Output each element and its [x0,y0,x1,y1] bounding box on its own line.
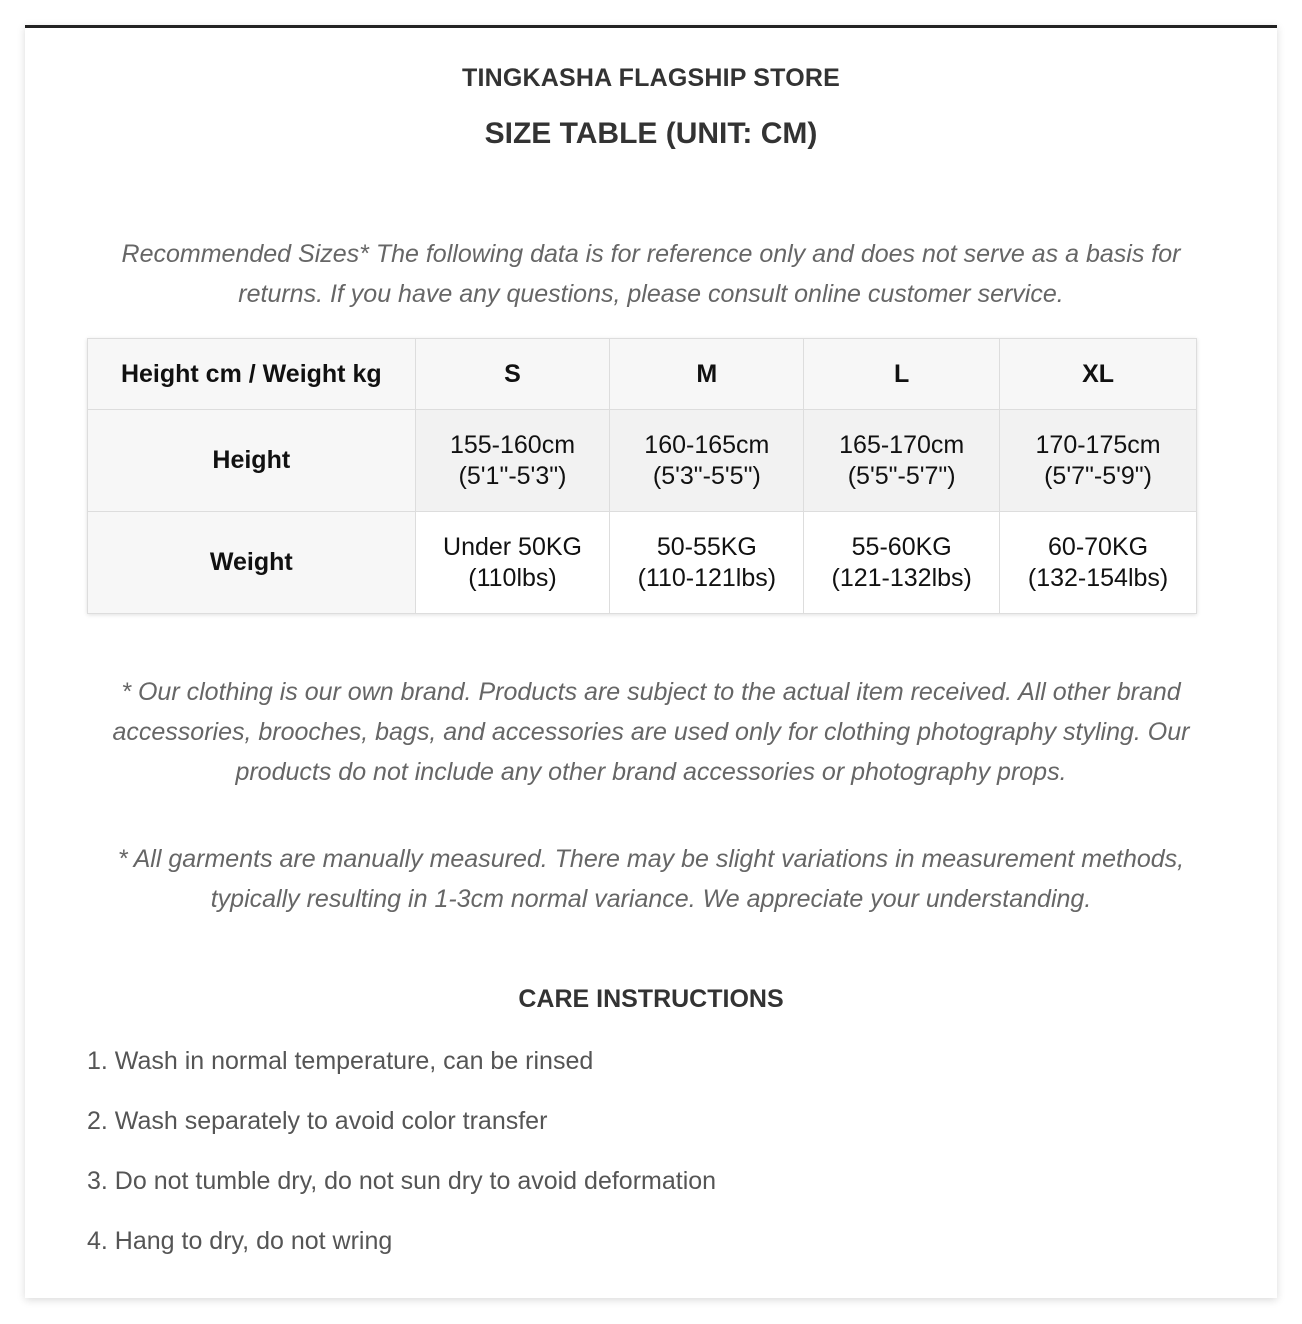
care-instructions-title: CARE INSTRUCTIONS [518,985,784,1013]
row-label-height: Height [88,410,416,512]
table-cell [610,410,804,512]
header-size-l: L [804,339,1000,410]
weight-kg: Under 50KG [443,532,582,561]
table-cell [415,512,610,614]
table-cell [1000,410,1197,512]
height-cm: 165-170cm [839,430,965,459]
table-cell [610,512,804,614]
list-item: 3. Do not tumble dry, do not sun dry to avoid deformation [87,1167,717,1195]
size-guide-card [25,25,1277,1298]
height-ft: (5'1"-5'3") [458,461,567,490]
care-instructions-list [87,1046,716,1286]
weight-kg: 50-55KG [656,532,757,561]
weight-kg: 60-70KG [1048,532,1149,561]
header-height-weight: Height cm / Weight kg [88,339,416,410]
page-title: SIZE TABLE (UNIT: CM) [484,117,818,150]
weight-lbs: (110lbs) [468,563,557,592]
list-item: 4. Hang to dry, do not wring [87,1227,393,1255]
height-ft: (5'5"-5'7") [847,461,956,490]
height-cm: 170-175cm [1035,430,1161,459]
height-ft: (5'3"-5'5") [652,461,761,490]
recommend-note: Recommended Sizes* The following data is for reference only and does not serve as a basis for returns. If you have any questions, please consult online customer service. [121,240,1181,308]
table-cell [804,512,1000,614]
header-size-s: S [415,339,610,410]
table-row-height [88,410,1197,512]
table-cell [804,410,1000,512]
weight-lbs: (132-154lbs) [1027,563,1169,592]
list-item: 1. Wash in normal temperature, can be rinsed [87,1047,594,1075]
height-cm: 160-165cm [644,430,770,459]
weight-lbs: (121-132lbs) [831,563,972,592]
table-cell [1000,512,1197,614]
table-row-weight [88,512,1197,614]
measurement-note: * All garments are manually measured. There may be slight variations in measurement methods, typically resulting in 1-3cm normal variance. We appreciate your understanding. [117,845,1185,913]
table-cell [415,410,610,512]
store-name: TINGKASHA FLAGSHIP STORE [462,64,840,92]
header-size-xl: XL [1000,339,1197,410]
height-ft: (5'7"-5'9") [1044,461,1152,490]
weight-kg: 55-60KG [851,532,952,561]
row-label-weight: Weight [88,512,416,614]
header-size-m: M [610,339,804,410]
list-item: 2. Wash separately to avoid color transfer [87,1107,548,1135]
size-table [87,338,1197,614]
weight-lbs: (110-121lbs) [637,563,777,592]
brand-note: * Our clothing is our own brand. Products are subject to the actual item received. All other brand accessories, brooches, bags, and accessories are used only for clothing photography styling. Our products do not include any other brand accessories or photography props. [112,678,1190,786]
table-header-row [88,339,1197,410]
height-cm: 155-160cm [449,430,576,459]
